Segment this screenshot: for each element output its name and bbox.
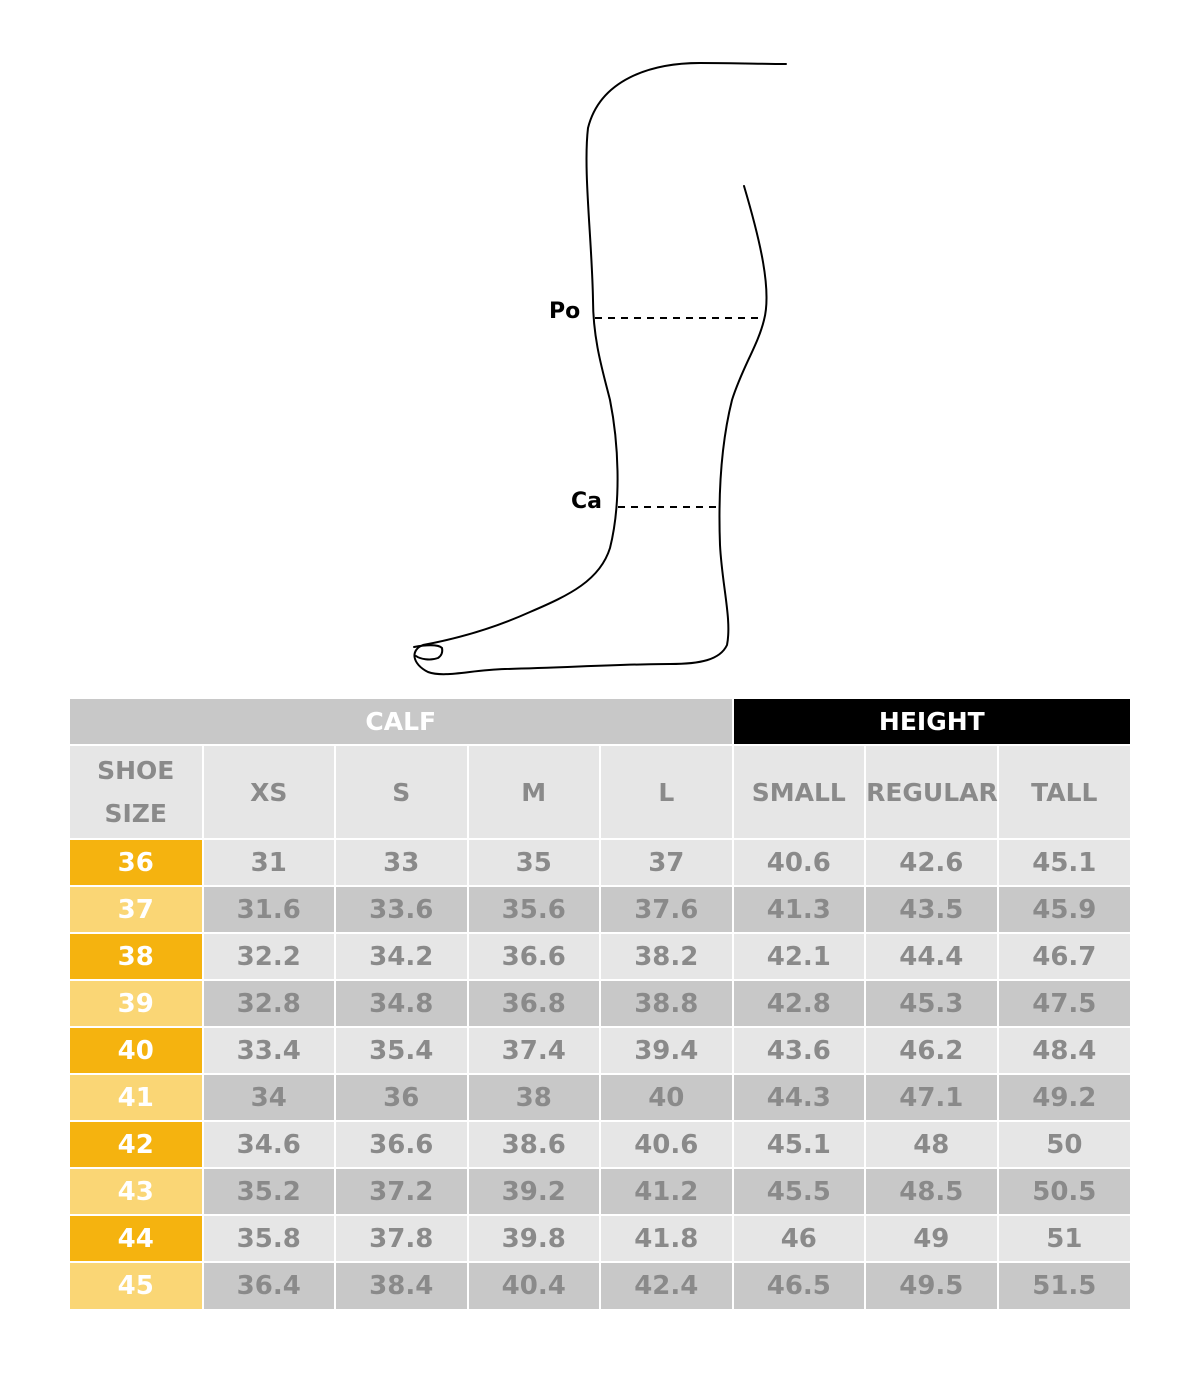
measurement-cell-s: 34.2 [335, 933, 468, 980]
shoe-size-cell: 43 [70, 1168, 203, 1215]
shoe-size-cell: 37 [70, 886, 203, 933]
column-header-small: SMALL [733, 745, 866, 839]
measurement-cell-m: 36.8 [468, 980, 601, 1027]
measurement-cell-small: 42.1 [733, 933, 866, 980]
measurement-cell-small: 46.5 [733, 1262, 866, 1309]
measurement-cell-small: 41.3 [733, 886, 866, 933]
table-row [70, 980, 1130, 1027]
measurement-cell-l: 38.2 [600, 933, 733, 980]
measurement-cell-l: 37.6 [600, 886, 733, 933]
measurement-cell-tall: 45.9 [998, 886, 1131, 933]
measurement-cell-xs: 32.8 [203, 980, 336, 1027]
table-row [70, 1215, 1130, 1262]
table-row [70, 886, 1130, 933]
measurement-cell-m: 35 [468, 839, 601, 886]
measurement-cell-s: 35.4 [335, 1027, 468, 1074]
measurement-cell-tall: 48.4 [998, 1027, 1131, 1074]
shoe-size-cell: 44 [70, 1215, 203, 1262]
column-header-s: S [335, 745, 468, 839]
measurement-cell-small: 43.6 [733, 1027, 866, 1074]
shoe-size-cell: 45 [70, 1262, 203, 1309]
measurement-cell-m: 39.2 [468, 1168, 601, 1215]
table-row [70, 1262, 1130, 1309]
measurement-cell-regular: 48 [865, 1121, 998, 1168]
measurement-cell-l: 39.4 [600, 1027, 733, 1074]
table-row [70, 933, 1130, 980]
column-header-xs: XS [203, 745, 336, 839]
measurement-cell-xs: 34 [203, 1074, 336, 1121]
measurement-cell-regular: 44.4 [865, 933, 998, 980]
measurement-cell-xs: 35.2 [203, 1168, 336, 1215]
measurement-cell-tall: 51.5 [998, 1262, 1131, 1309]
measurement-cell-s: 36 [335, 1074, 468, 1121]
measurement-cell-l: 41.8 [600, 1215, 733, 1262]
column-header-regular: REGULAR [865, 745, 998, 839]
table-row [70, 839, 1130, 886]
measurement-cell-tall: 47.5 [998, 980, 1131, 1027]
measurement-cell-tall: 51 [998, 1215, 1131, 1262]
measurement-cell-m: 35.6 [468, 886, 601, 933]
popliteal-label: Po [549, 299, 581, 324]
measurement-cell-m: 38.6 [468, 1121, 601, 1168]
leg-outline-front [414, 63, 786, 674]
measurement-cell-xs: 31 [203, 839, 336, 886]
measurement-cell-m: 36.6 [468, 933, 601, 980]
group-header-row [70, 699, 1130, 745]
measurement-cell-regular: 46.2 [865, 1027, 998, 1074]
measurement-cell-s: 33 [335, 839, 468, 886]
table-row [70, 1168, 1130, 1215]
column-header-l: L [600, 745, 733, 839]
measurement-cell-l: 41.2 [600, 1168, 733, 1215]
measurement-cell-m: 37.4 [468, 1027, 601, 1074]
measurement-cell-m: 38 [468, 1074, 601, 1121]
measurement-cell-regular: 49 [865, 1215, 998, 1262]
measurement-cell-xs: 33.4 [203, 1027, 336, 1074]
measurement-cell-tall: 45.1 [998, 839, 1131, 886]
shoe-size-cell: 41 [70, 1074, 203, 1121]
shoe-size-cell: 40 [70, 1027, 203, 1074]
shoe-size-cell: 39 [70, 980, 203, 1027]
measurement-cell-s: 37.2 [335, 1168, 468, 1215]
measurement-cell-s: 34.8 [335, 980, 468, 1027]
table-row [70, 1027, 1130, 1074]
measurement-cell-regular: 42.6 [865, 839, 998, 886]
size-chart-table [70, 699, 1130, 1309]
measurement-cell-s: 33.6 [335, 886, 468, 933]
shoe-size-cell: 38 [70, 933, 203, 980]
calf-label: Ca [571, 489, 602, 514]
measurement-cell-s: 37.8 [335, 1215, 468, 1262]
column-header-m: M [468, 745, 601, 839]
measurement-cell-regular: 45.3 [865, 980, 998, 1027]
measurement-cell-tall: 49.2 [998, 1074, 1131, 1121]
measurement-cell-xs: 35.8 [203, 1215, 336, 1262]
column-header-shoe-size: SHOE SIZE [70, 745, 203, 839]
table-row [70, 1074, 1130, 1121]
measurement-cell-tall: 50 [998, 1121, 1131, 1168]
measurement-cell-small: 40.6 [733, 839, 866, 886]
measurement-cell-small: 42.8 [733, 980, 866, 1027]
shoe-size-cell: 36 [70, 839, 203, 886]
measurement-cell-tall: 46.7 [998, 933, 1131, 980]
measurement-cell-l: 40.6 [600, 1121, 733, 1168]
measurement-cell-small: 45.5 [733, 1168, 866, 1215]
measurement-cell-xs: 36.4 [203, 1262, 336, 1309]
measurement-cell-regular: 43.5 [865, 886, 998, 933]
column-header-row [70, 745, 1130, 839]
measurement-cell-regular: 49.5 [865, 1262, 998, 1309]
measurement-cell-m: 40.4 [468, 1262, 601, 1309]
measurement-cell-xs: 31.6 [203, 886, 336, 933]
measurement-cell-regular: 48.5 [865, 1168, 998, 1215]
measurement-cell-small: 45.1 [733, 1121, 866, 1168]
measurement-cell-l: 37 [600, 839, 733, 886]
measurement-cell-l: 40 [600, 1074, 733, 1121]
size-chart-body [70, 839, 1130, 1309]
measurement-cell-s: 38.4 [335, 1262, 468, 1309]
table-row [70, 1121, 1130, 1168]
measurement-cell-l: 42.4 [600, 1262, 733, 1309]
measurement-cell-tall: 50.5 [998, 1168, 1131, 1215]
calf-group-header: CALF [70, 699, 733, 745]
measurement-cell-l: 38.8 [600, 980, 733, 1027]
measurement-cell-small: 46 [733, 1215, 866, 1262]
measurement-cell-small: 44.3 [733, 1074, 866, 1121]
measurement-cell-xs: 32.2 [203, 933, 336, 980]
measurement-cell-s: 36.6 [335, 1121, 468, 1168]
column-header-tall: TALL [998, 745, 1131, 839]
height-group-header: HEIGHT [733, 699, 1131, 745]
measurement-cell-xs: 34.6 [203, 1121, 336, 1168]
measurement-cell-regular: 47.1 [865, 1074, 998, 1121]
measurement-cell-m: 39.8 [468, 1215, 601, 1262]
shoe-size-cell: 42 [70, 1121, 203, 1168]
